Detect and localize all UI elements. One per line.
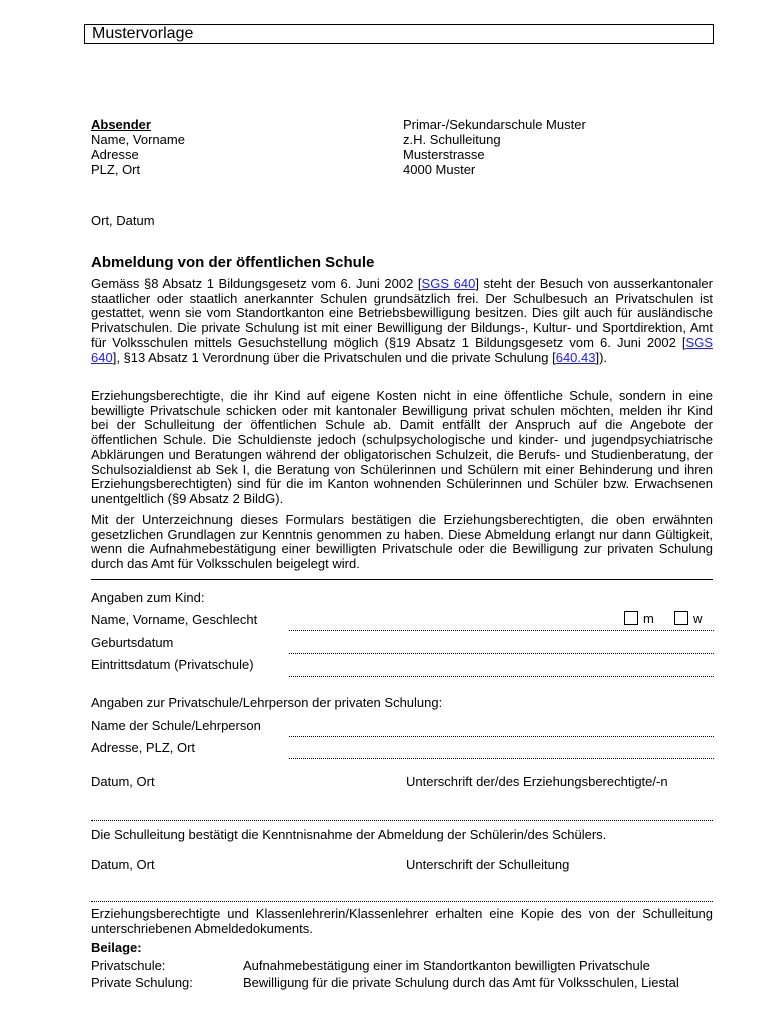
place-date: Ort, Datum — [91, 213, 155, 228]
para1-text-1: Gemäss §8 Absatz 1 Bildungsgesetz vom 6. Juni 2002 [ — [91, 276, 422, 291]
attachment-row-2-label: Private Schulung: — [91, 975, 193, 990]
para1-text-3: ], §13 Absatz 1 Verordnung über die Privatschulen und die private Schulung [ — [112, 349, 556, 365]
sender-name: Name, Vorname — [91, 132, 185, 147]
guardian-signature-label: Unterschrift der/des Erziehungsberechtigte/-n — [406, 774, 668, 789]
attachment-heading: Beilage: — [91, 940, 142, 955]
birthdate-label: Geburtsdatum — [91, 635, 174, 650]
sgs-640-link-2[interactable]: SGS 640 — [91, 334, 713, 365]
para1-text-4: ]). — [595, 349, 608, 365]
sgs-640-link[interactable]: SGS 640 — [421, 276, 476, 291]
child-name-label: Name, Vorname, Geschlecht — [91, 612, 258, 627]
signature-validity-paragraph: Mit der Unterzeichnung dieses Formulars bestätigen die Erziehungsberechtigten, die oben erwähnten gesetzlichen Grundlagen zur Kenntnis genommen zu haben. Diese Abmeldung erlangt nur dann Gültigkeit, wenn die Aufnahmebestätigung einer bewilligten Privatschule oder die Bewilligung zur privaten Schulung durch das Amt für Volksschulen beigelegt wird. — [91, 512, 713, 572]
recipient-line-1: Primar-/Sekundarschule Muster — [403, 117, 586, 132]
gender-w-label: w — [693, 611, 703, 626]
gender-w-checkbox[interactable] — [674, 611, 688, 625]
school-name-field[interactable] — [289, 736, 714, 737]
attachment-row-2-text: Bewilligung für die private Schulung durch das Amt für Volksschulen, Liestal — [243, 975, 679, 990]
recipient-line-3: Musterstrasse — [403, 147, 485, 162]
school-address-label: Adresse, PLZ, Ort — [91, 740, 196, 755]
sender-city: PLZ, Ort — [91, 162, 141, 177]
recipient-line-4: 4000 Muster — [403, 162, 476, 177]
entry-date-field[interactable] — [289, 676, 714, 677]
attachment-row-1-label: Privatschule: — [91, 958, 166, 973]
gender-m-label: m — [643, 611, 654, 626]
guardian-date-label: Datum, Ort — [91, 774, 155, 789]
ordinance-640-43-link[interactable]: 640.43 — [555, 349, 596, 365]
sender-heading: Absender — [91, 117, 151, 132]
attachment-row-1-text: Aufnahmebestätigung einer im Standortkanton bewilligten Privatschule — [243, 958, 650, 973]
legal-basis-paragraph — [91, 277, 713, 365]
child-name-field[interactable] — [289, 630, 714, 631]
birthdate-field[interactable] — [289, 653, 714, 654]
recipient-line-2: z.H. Schulleitung — [403, 132, 501, 147]
school-heading: Angaben zur Privatschule/Lehrperson der privaten Schulung: — [91, 695, 443, 710]
section-divider — [91, 579, 713, 580]
subject-heading: Abmeldung von der öffentlichen Schule — [91, 254, 375, 271]
school-signature-label: Unterschrift der Schulleitung — [406, 857, 570, 872]
para1-text-2: ] steht der Besuch von ausserkantonaler staatlicher oder staatlich anerkannter Schulen grundsätzlich frei. Der Schulbesuch an Privatschulen ist gestattet, wenn sie vom Standortkanton eine Betriebsbewilligung besitzen. Dies gilt auch für ausländische Privatschulen. Die private Schulung ist mit einer Bewilligung der Bildungs-, Kultur- und Sportdirektion, Amt für Volksschulen mittels Gesuchstellung möglich (§19 Absatz 1 Bildungsgesetz vom 6. Juni 2002 [ — [91, 276, 713, 350]
sender-address: Adresse — [91, 147, 139, 162]
school-name-label: Name der Schule/Lehrperson — [91, 718, 261, 733]
entry-date-label: Eintrittsdatum (Privatschule) — [91, 657, 254, 672]
gender-m-checkbox[interactable] — [624, 611, 638, 625]
guardians-paragraph: Erziehungsberechtigte, die ihr Kind auf eigene Kosten nicht in eine öffentliche Schule, sondern in eine bewilligte Privatschule schicken oder mit kantonaler Bewilligung privat schulen möchten, melden ihr Kind bei der Schulleitung der öffentlichen Schule ab. Damit entfällt der Anspruch auf die Angebote der öffentlichen Schule. Die Schuldienste jedoch (schulpsychologische und kinder- und jugendpsychiatrische Abklärungen und Beratungen während der obligatorischen Schulzeit, die Berufs- und Studienberatung, der Schulsozialdienst ab Sek I, die Beratung von Schülerinnen und Schülern mit einer Behinderung und ihren Erziehungsberechtigten) sind für die im Kanton wohnenden Schülerinnen und Schüler bzw. Erwachsenen unentgeltlich (§9 Absatz 2 BildG). — [91, 388, 713, 506]
dotted-divider-2 — [91, 901, 713, 902]
copy-note: Erziehungsberechtigte und Klassenlehrerin/Klassenlehrer erhalten eine Kopie des von der Schulleitung unterschriebenen Abmeldedokuments. — [91, 906, 713, 936]
dotted-divider-1 — [91, 820, 713, 821]
child-heading: Angaben zum Kind: — [91, 590, 205, 605]
recipient-block — [403, 117, 586, 177]
template-title: Mustervorlage — [84, 24, 714, 44]
confirmation-text: Die Schulleitung bestätigt die Kenntnisnahme der Abmeldung der Schülerin/des Schülers. — [91, 827, 607, 842]
sender-block — [91, 117, 185, 177]
school-address-field[interactable] — [289, 758, 714, 759]
school-date-label: Datum, Ort — [91, 857, 155, 872]
